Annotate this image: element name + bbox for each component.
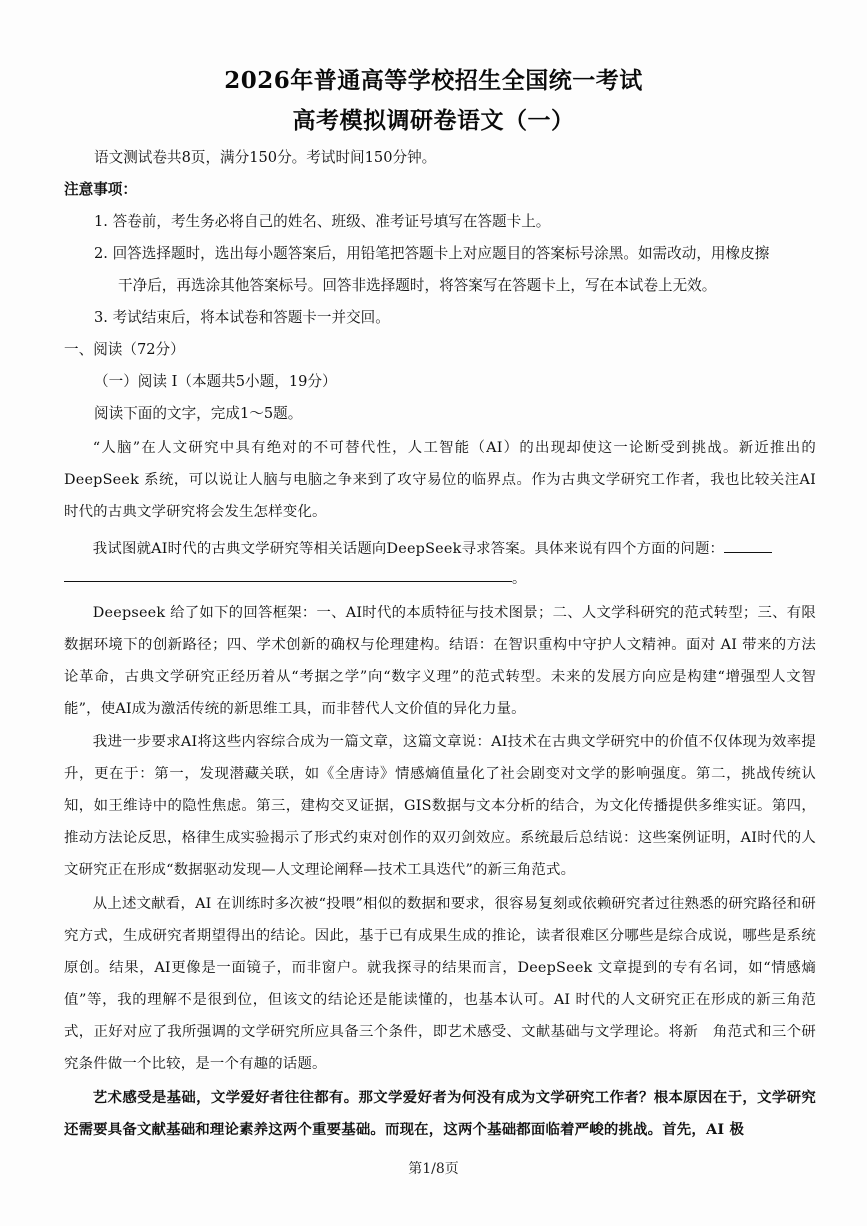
passage-paragraph-4: 我进一步要求AI将这些内容综合成为一篇文章，这篇文章说：AI技术在古典文学研究中的价值不仅体现为效率提升，更在于：第一，发现潜藏关联，如《全唐诗》情感熵值量化了社会剧变对文学的影响强度。第二，挑战传统认知，如王维诗中的隐性焦虑。第三，建构交叉证据，GIS数据与文本分析的结合，为文化传播提供多维实证。第四，推动方法论反思，格律生成实验揭示了形式约束对创作的双刃剑效应。系统最后总结说：这些案例证明，AI时代的人文研究正在形成“数据驱动发现—人文理论阐释—技术工具迭代”的新三角范式。 [64, 734, 816, 878]
passage-paragraph-6: 艺术感受是基础，文学爱好者往往都有。那文学爱好者为何没有成为文学研究工作者？根本原因在于，文学研究还需要具备文献基础和理论素养这两个重要基础。而现在，这两个基础都面临着严峻的挑战。首先，AI 极 [64, 1089, 816, 1138]
answer-blank-line [64, 581, 512, 582]
answer-blank-end: 。 [512, 571, 526, 587]
notice-item-3: 3. 考试结束后，将本试卷和答题卡一并交回。 [94, 309, 390, 326]
passage-paragraph-2-text: 我试图就AI时代的古典文学研究等相关话题向DeepSeek寻求答案。具体来说有四个方面的问题： [92, 541, 725, 557]
exam-intro: 语文测试卷共8页，满分150分。考试时间150分钟。 [94, 149, 437, 166]
passage-paragraph-3: Deepseek 给了如下的回答框架：一、AI时代的本质特征与技术图景；二、人文学科研究的范式转型；三、有限数据环境下的创新路径；四、学术创新的确权与伦理建构。结语：在智识重构中守护人文精神。面对 AI 带来的方法论革命，古典文学研究正经历着从“考据之学”向“数字义理”的范式转型。未来的发展方向应是构建“增强型人文智能”，使AI成为激活传统的新思维工具，而非替代人文价值的异化力量。 [64, 605, 816, 717]
passage-paragraph-2 [64, 533, 816, 565]
section-heading: 一、阅读（72分） [64, 341, 185, 358]
section-subheading: （一）阅读 I（本题共5小题，19分） [94, 373, 337, 390]
notice-item-2-line2: 干净后，再选涂其他答案标号。回答非选择题时，将答案写在答题卡上，写在本试卷上无效。 [118, 277, 717, 294]
notice-item-2-line1: 2. 回答选择题时，选出每小题答案后，用铅笔把答题卡上对应题目的答案标号涂黑。如需改动，用橡皮擦 [94, 245, 770, 262]
notice-item-1: 1. 答卷前，考生务必将自己的姓名、班级、准考证号填写在答题卡上。 [94, 213, 551, 230]
exam-title: 2026年普通高等学校招生全国统一考试 [224, 67, 643, 94]
page-number: 第1/8页 [408, 1161, 459, 1177]
passage-paragraph-1: “人脑”在人文研究中具有绝对的不可替代性，人工智能（AI）的出现却使这一论断受到挑战。新近推出的DeepSeek 系统，可以说让人脑与电脑之争来到了攻守易位的临界点。作为古典文学研究工作者，我也比较关注AI时代的古典文学研究将会发生怎样变化。 [64, 440, 816, 520]
answer-blank-inline [724, 551, 772, 553]
passage-paragraph-5: 从上述文献看，AI 在训练时多次被“投喂”相似的数据和要求，很容易复刻或依赖研究者过往熟悉的研究路径和研究方式，生成研究者期望得出的结论。因此，基于已有成果生成的推论，读者很难区分哪些是综合成说，哪些是系统原创。结果，AI更像是一面镜子，而非窗户。就我探寻的结果而言，DeepSeek 文章提到的专有名词，如“情感熵值”等，我的理解不是很到位，但该文的结论还是能读懂的，也基本认可。AI 时代的人文研究正在形成的新三角范式，正好对应了我所强调的文学研究所应具备三个条件，即艺术感受、文献基础与文学理论。将新 角范式和三个研究条件做一个比较，是一个有趣的话题。 [64, 896, 816, 1072]
section-instruction: 阅读下面的文字，完成1～5题。 [94, 405, 303, 422]
notice-heading: 注意事项： [64, 181, 137, 198]
exam-subtitle: 高考模拟调研卷语文（一） [292, 107, 575, 134]
